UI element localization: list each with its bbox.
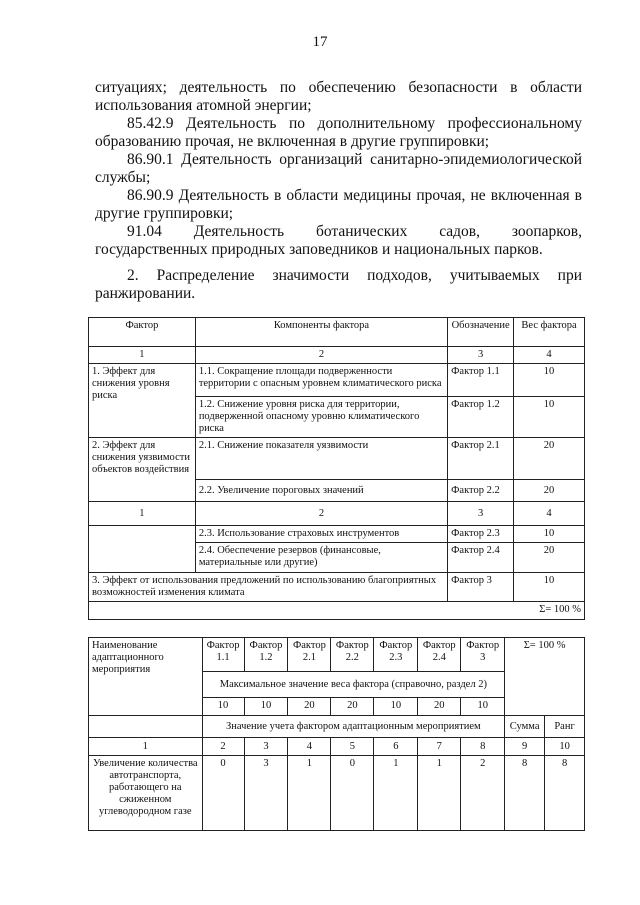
- paragraph: ситуациях; деятельность по обеспечению безопасности в области использования атомной энергии;: [95, 79, 582, 114]
- max-weight-value: 10: [202, 698, 244, 716]
- code-cell: Фактор 1.1: [448, 364, 514, 397]
- factor-header: Фактор 1.2: [244, 638, 288, 672]
- sum-total-header: Σ= 100 %: [505, 638, 585, 716]
- sum-value: 8: [505, 756, 545, 831]
- value-label: Значение учета фактором адаптационным мероприятием: [202, 716, 505, 738]
- column-number: 5: [331, 738, 374, 756]
- column-number: 3: [448, 347, 514, 364]
- column-number: 3: [244, 738, 288, 756]
- factor-header: Фактор 3: [461, 638, 505, 672]
- paragraph: 91.04 Деятельность ботанических садов, зоопарков, государственных природных заповедников и национальных парков.: [95, 223, 582, 258]
- rank-header: Ранг: [545, 716, 585, 738]
- measure-name: Увеличение количества автотранспорта, работающего на сжиженном углеводородном газе: [89, 756, 203, 831]
- weight-cell: 10: [514, 397, 585, 438]
- factor-weights-table: [88, 317, 585, 620]
- max-weight-value: 10: [461, 698, 505, 716]
- column-number: 3: [448, 502, 514, 526]
- column-number: 4: [514, 502, 585, 526]
- code-cell: Фактор 2.3: [448, 526, 514, 543]
- max-weight-label: Максимальное значение веса фактора (справочно, раздел 2): [202, 672, 505, 698]
- component-cell: 1.2. Снижение уровня риска для территории, подверженной опасному уровню климатического риска: [195, 397, 447, 438]
- column-number: 10: [545, 738, 585, 756]
- code-cell: Фактор 2.2: [448, 480, 514, 502]
- header-code: Обозначение: [448, 318, 514, 347]
- weight-cell: 10: [514, 573, 585, 602]
- column-number: 7: [418, 738, 461, 756]
- code-cell: Фактор 1.2: [448, 397, 514, 438]
- code-cell: Фактор 3: [448, 573, 514, 602]
- column-number: 4: [288, 738, 331, 756]
- component-cell: 2.1. Снижение показателя уязвимости: [195, 438, 447, 480]
- weight-cell: 20: [514, 480, 585, 502]
- column-number: 2: [195, 347, 447, 364]
- column-number: 2: [202, 738, 244, 756]
- max-weight-value: 20: [331, 698, 374, 716]
- code-cell: Фактор 2.4: [448, 543, 514, 573]
- empty-cell: [89, 716, 203, 738]
- column-number: 1: [89, 738, 203, 756]
- component-cell: 2.4. Обеспечение резервов (финансовые, материальные или другие): [195, 543, 447, 573]
- column-number: 9: [505, 738, 545, 756]
- factor-value: 3: [244, 756, 288, 831]
- factor-value: 1: [288, 756, 331, 831]
- component-cell: 2.2. Увеличение пороговых значений: [195, 480, 447, 502]
- weight-cell: 20: [514, 438, 585, 480]
- factor-value: 1: [374, 756, 418, 831]
- max-weight-value: 20: [288, 698, 331, 716]
- paragraph: 86.90.1 Деятельность организаций санитарно-эпидемиологической службы;: [95, 151, 582, 186]
- factor-header: Фактор 2.4: [418, 638, 461, 672]
- factor-value: 0: [331, 756, 374, 831]
- factor-header: Фактор 2.2: [331, 638, 374, 672]
- weight-cell: 10: [514, 526, 585, 543]
- factor-value: 1: [418, 756, 461, 831]
- measures-ranking-table: [88, 637, 585, 831]
- factor-header: Фактор 2.1: [288, 638, 331, 672]
- column-number: 8: [461, 738, 505, 756]
- factor-group-2: 2. Эффект для снижения уязвимости объектов воздействия: [89, 438, 196, 502]
- code-cell: Фактор 2.1: [448, 438, 514, 480]
- page-number: 17: [312, 34, 328, 50]
- section-heading: 2. Распределение значимости подходов, учитываемых при ранжировании.: [95, 267, 582, 302]
- max-weight-value: 10: [244, 698, 288, 716]
- column-number: 4: [514, 347, 585, 364]
- factor-value: 2: [461, 756, 505, 831]
- max-weight-value: 10: [374, 698, 418, 716]
- factor-group-2-continued: [89, 526, 196, 573]
- column-number: 6: [374, 738, 418, 756]
- column-number: 1: [89, 347, 196, 364]
- weight-cell: 20: [514, 543, 585, 573]
- sum-header: Сумма: [505, 716, 545, 738]
- component-cell: 1.1. Сокращение площади подверженности территории с опасным уровнем климатического риска: [195, 364, 447, 397]
- total-cell: Σ= 100 %: [89, 602, 585, 620]
- header-factor: Фактор: [89, 318, 196, 347]
- paragraph: 85.42.9 Деятельность по дополнительному профессиональному образованию прочая, не включенная в другие группировки;: [95, 115, 582, 150]
- column-number: 2: [195, 502, 447, 526]
- column-number: 1: [89, 502, 196, 526]
- header-weight: Вес фактора: [514, 318, 585, 347]
- factor-3-cell: 3. Эффект от использования предложений по использованию благоприятных возможностей изменения климата: [89, 573, 448, 602]
- header-components: Компоненты фактора: [195, 318, 447, 347]
- max-weight-value: 20: [418, 698, 461, 716]
- measure-name-header: Наименование адаптационного мероприятия: [89, 638, 203, 716]
- factor-header: Фактор 1.1: [202, 638, 244, 672]
- rank-value: 8: [545, 756, 585, 831]
- weight-cell: 10: [514, 364, 585, 397]
- factor-value: 0: [202, 756, 244, 831]
- component-cell: 2.3. Использование страховых инструментов: [195, 526, 447, 543]
- factor-header: Фактор 2.3: [374, 638, 418, 672]
- paragraph: 86.90.9 Деятельность в области медицины прочая, не включенная в другие группировки;: [95, 187, 582, 222]
- factor-group-1: 1. Эффект для снижения уровня риска: [89, 364, 196, 438]
